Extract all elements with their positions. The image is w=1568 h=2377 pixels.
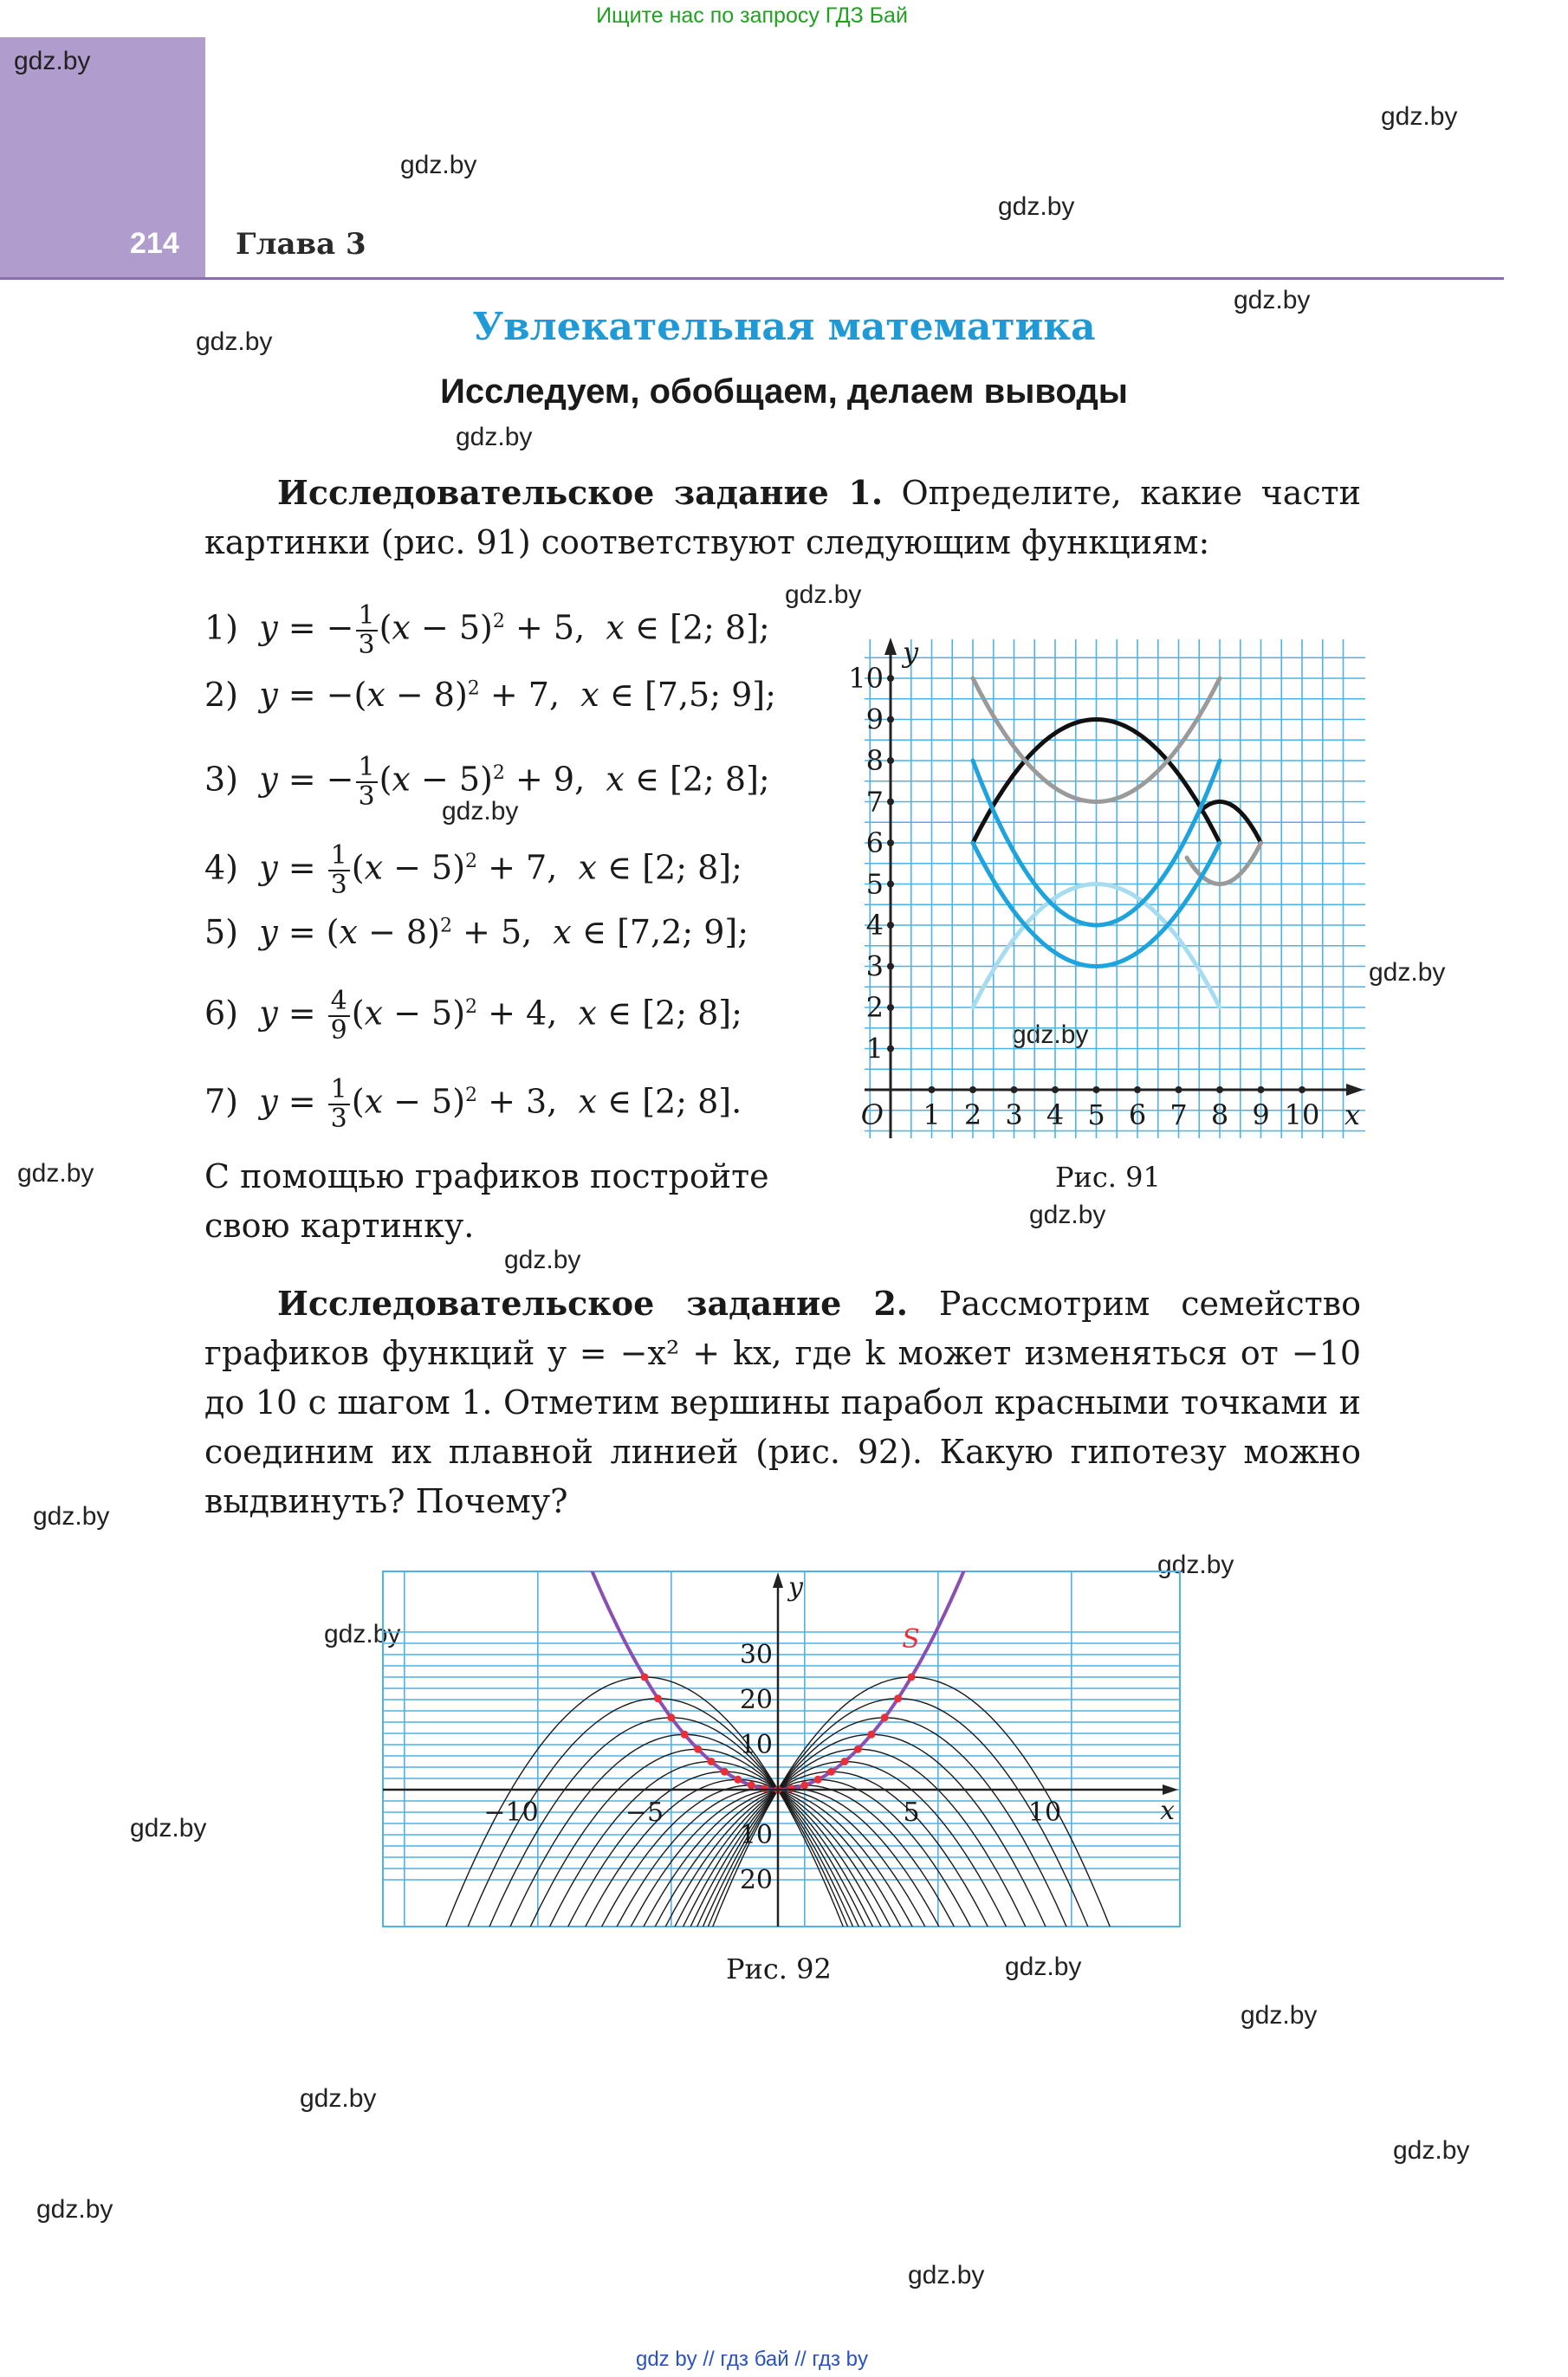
formula-number: 3) bbox=[204, 760, 239, 799]
parabola bbox=[405, 1734, 1178, 2377]
x-tick-label: 8 bbox=[1210, 1098, 1229, 1131]
vertex-point bbox=[814, 1776, 822, 1784]
y-tick-label: 10 bbox=[739, 1730, 773, 1760]
y-tick-dot bbox=[887, 716, 894, 723]
vertex-point bbox=[881, 1713, 889, 1721]
y-tick-label: 9 bbox=[865, 703, 884, 736]
formula-h: 5 bbox=[431, 848, 453, 887]
formula-4: 4) y = $\frac{1}{3}$ $(x - 5)^2 + 7$, x ∈ [2; 8]; bbox=[204, 840, 742, 900]
x-tick-label: 10 bbox=[1027, 1797, 1062, 1828]
vertex-point bbox=[708, 1758, 716, 1765]
formula-number: 1) bbox=[204, 608, 239, 647]
x-tick-dot bbox=[1216, 1086, 1223, 1093]
y-tick-dot bbox=[887, 839, 894, 846]
figure-91 bbox=[848, 632, 1369, 1143]
formula-number: 6) bbox=[204, 994, 239, 1033]
figure-92 bbox=[381, 1570, 1182, 1928]
formula-sign: − bbox=[326, 608, 354, 647]
x-tick-label: 1 bbox=[923, 1098, 941, 1131]
y-tick-label: 4 bbox=[865, 909, 884, 942]
vertex-point bbox=[894, 1694, 902, 1702]
parabola-family bbox=[405, 1677, 1178, 2377]
vertex-point bbox=[641, 1674, 649, 1681]
x-tick-dot bbox=[929, 1086, 936, 1093]
y-tick-label: 6 bbox=[865, 826, 884, 859]
x-axis-label: x bbox=[1344, 1098, 1360, 1131]
formula-domain: [7,5; 9]; bbox=[644, 676, 776, 714]
formula-k: 5 bbox=[553, 608, 575, 647]
formula-fraction: $\frac{1}{3}$ bbox=[328, 1076, 350, 1133]
x-tick-dot bbox=[969, 1086, 976, 1093]
x-tick-label: 5 bbox=[903, 1797, 920, 1828]
formula-domain: [2; 8]. bbox=[642, 1082, 742, 1121]
watermark: gdz.by bbox=[33, 1502, 110, 1531]
x-tick-dot bbox=[1134, 1086, 1141, 1093]
formula-k: 9 bbox=[553, 760, 575, 799]
y-tick-dot bbox=[887, 675, 894, 682]
vertex-point bbox=[667, 1713, 675, 1721]
x-axis-arrow bbox=[1163, 1784, 1178, 1795]
formula-k: 7 bbox=[526, 848, 548, 887]
vertex-point bbox=[800, 1781, 808, 1789]
watermark: gdz.by bbox=[1029, 1201, 1106, 1229]
watermark: gdz.by bbox=[1241, 2001, 1318, 2030]
section-title: Увлекательная математика bbox=[472, 305, 1096, 349]
watermark: gdz.by bbox=[908, 2261, 985, 2290]
vertex-point bbox=[654, 1694, 662, 1702]
watermark: gdz.by bbox=[442, 797, 519, 826]
formula-fraction: $\frac{1}{3}$ bbox=[356, 602, 378, 659]
vertex-point bbox=[761, 1784, 768, 1792]
plot-frame bbox=[383, 1571, 1180, 1927]
watermark: gdz.by bbox=[1234, 286, 1311, 314]
watermark: gdz.by bbox=[130, 1814, 207, 1843]
formula-domain: [2; 8]; bbox=[642, 994, 742, 1033]
task1-paragraph bbox=[204, 468, 1361, 567]
parabola bbox=[405, 1785, 1178, 2377]
vertex-point bbox=[787, 1784, 795, 1792]
y-tick-dot bbox=[887, 1004, 894, 1011]
watermark: gdz.by bbox=[998, 192, 1075, 221]
y-tick-dot bbox=[887, 757, 894, 764]
origin-label: O bbox=[860, 1098, 884, 1131]
formula-k: 5 bbox=[500, 913, 522, 951]
formula-number: 5) bbox=[204, 913, 239, 951]
x-tick-label: 9 bbox=[1252, 1098, 1270, 1131]
section-subtitle: Исследуем, обобщаем, делаем выводы bbox=[440, 372, 1128, 411]
formula-fraction: $\frac{4}{9}$ bbox=[328, 988, 350, 1045]
formula-domain: [7,2; 9]; bbox=[617, 913, 749, 951]
formula-h: 5 bbox=[431, 1082, 453, 1121]
x-axis-label: x bbox=[1160, 1796, 1175, 1826]
watermark: gdz.by bbox=[456, 423, 533, 451]
page-number: 214 bbox=[130, 227, 179, 260]
after-formulas-text: С помощью графиков постройте свою картинку. bbox=[204, 1157, 769, 1245]
watermark: gdz.by bbox=[14, 47, 91, 75]
formula-k: 3 bbox=[526, 1082, 548, 1121]
vertex-point bbox=[748, 1781, 755, 1789]
y-tick-label: 20 bbox=[739, 1685, 773, 1715]
vertex-point bbox=[867, 1731, 875, 1739]
y-tick-label: 10 bbox=[739, 1820, 773, 1850]
formula-h: 5 bbox=[431, 994, 453, 1033]
x-tick-label: 2 bbox=[963, 1098, 982, 1131]
task2-paragraph bbox=[204, 1279, 1361, 1526]
y-tick-label: 30 bbox=[739, 1640, 773, 1670]
y-tick-label: 2 bbox=[865, 991, 884, 1024]
top-banner[interactable]: Ищите нас по запросу ГДЗ Бай bbox=[596, 3, 908, 28]
formula-k: 4 bbox=[526, 994, 548, 1033]
parabola bbox=[405, 1789, 1178, 2377]
watermark: gdz.by bbox=[17, 1159, 94, 1188]
x-tick-label: 4 bbox=[1046, 1098, 1065, 1131]
task2-text: Рассмотрим семейство графиков функций y = −x² + kx, где k может изменяться от −10 до 10 с шагом 1. Отметим вершины парабол красными точками и соединим их плавной линией (рис. 92). Какую гипотезу можно выдвинуть? Почему? bbox=[204, 1285, 1361, 1520]
formula-number: 4) bbox=[204, 848, 239, 887]
x-tick-dot bbox=[1093, 1086, 1100, 1093]
formula-7: 7) y = $\frac{1}{3}$ $(x - 5)^2 + 3$, x ∈ [2; 8]. bbox=[204, 1074, 742, 1134]
vertex-label-s: S bbox=[902, 1624, 920, 1655]
watermark: gdz.by bbox=[400, 151, 477, 179]
watermark: gdz.by bbox=[1393, 2136, 1470, 2165]
y-tick-dot bbox=[887, 799, 894, 806]
task1-label: Исследовательское задание 1. bbox=[277, 473, 884, 512]
formula-number: 2) bbox=[204, 676, 239, 714]
parabola bbox=[405, 1785, 1178, 2377]
formula-6: 6) y = $\frac{4}{9}$ $(x - 5)^2 + 4$, x ∈ [2; 8]; bbox=[204, 986, 742, 1046]
vertex-point bbox=[841, 1758, 849, 1765]
watermark: gdz.by bbox=[1012, 1020, 1089, 1049]
y-tick-dot bbox=[887, 881, 894, 888]
figure-91-caption: Рис. 91 bbox=[1055, 1161, 1161, 1194]
parabola bbox=[405, 1762, 1178, 2377]
chapter-label: Глава 3 bbox=[236, 227, 366, 262]
formula-fraction: $\frac{1}{3}$ bbox=[328, 842, 350, 899]
formula-2: 2) $y = -(x - 8)^2 + 7$, x ∈ [7,5; 9]; bbox=[204, 676, 776, 714]
x-axis-arrow bbox=[1346, 1084, 1364, 1096]
watermark: gdz.by bbox=[300, 2084, 377, 2113]
watermark: gdz.by bbox=[196, 327, 273, 356]
parabola bbox=[405, 1749, 1178, 2377]
parabola bbox=[405, 1790, 1178, 2377]
formula-domain: [2; 8]; bbox=[670, 760, 770, 799]
formula-sign: − bbox=[326, 676, 354, 714]
x-tick-label: −10 bbox=[483, 1797, 539, 1828]
formula-domain: [2; 8]; bbox=[670, 608, 770, 647]
parabola bbox=[405, 1734, 1178, 2377]
x-tick-dot bbox=[1299, 1086, 1306, 1093]
formula-h: 8 bbox=[405, 913, 428, 951]
x-tick-label: 6 bbox=[1128, 1098, 1147, 1131]
y-tick-dot bbox=[887, 1046, 894, 1052]
y-tick-label: 7 bbox=[865, 785, 884, 819]
formula-5: 5) $y = (x - 8)^2 + 5$, x ∈ [7,2; 9]; bbox=[204, 913, 749, 951]
x-tick-dot bbox=[1258, 1086, 1265, 1093]
formula-fraction: $\frac{1}{3}$ bbox=[356, 754, 378, 811]
formula-h: 5 bbox=[458, 608, 481, 647]
y-tick-label: 3 bbox=[865, 949, 884, 983]
formula-domain: [2; 8]; bbox=[642, 848, 742, 887]
vertex-point bbox=[721, 1768, 729, 1776]
vertex-point bbox=[734, 1776, 742, 1784]
x-tick-label: −5 bbox=[625, 1797, 664, 1828]
watermark: gdz.by bbox=[504, 1246, 581, 1274]
y-tick-dot bbox=[887, 922, 894, 929]
parabola bbox=[405, 1789, 1178, 2377]
y-tick-label: 20 bbox=[739, 1865, 773, 1895]
parabola bbox=[405, 1749, 1178, 2377]
formula-3: 3) y = − $\frac{1}{3}$ $(x - 5)^2 + 9$, x ∈ [2; 8]; bbox=[204, 752, 770, 812]
watermark: gdz.by bbox=[1157, 1551, 1234, 1579]
watermark: gdz.by bbox=[36, 2195, 113, 2224]
task2-label: Исследовательское задание 2. bbox=[277, 1284, 909, 1323]
x-tick-label: 10 bbox=[1284, 1098, 1320, 1131]
x-tick-dot bbox=[1052, 1086, 1059, 1093]
header-rule bbox=[0, 277, 1504, 280]
formula-h: 5 bbox=[458, 760, 481, 799]
y-tick-label: 10 bbox=[848, 662, 884, 695]
vertex-point bbox=[681, 1731, 689, 1739]
formula-1: 1) y = − $\frac{1}{3}$ $(x - 5)^2 + 5$, x ∈ [2; 8]; bbox=[204, 600, 770, 660]
watermark: gdz.by bbox=[324, 1620, 401, 1648]
y-tick-label: 5 bbox=[865, 867, 884, 901]
vertex-point bbox=[908, 1674, 916, 1681]
vertex-point bbox=[827, 1768, 835, 1776]
x-tick-label: 5 bbox=[1087, 1098, 1105, 1131]
y-tick-label: 8 bbox=[865, 744, 884, 777]
watermark: gdz.by bbox=[1381, 102, 1458, 131]
formula-sign: − bbox=[326, 760, 354, 799]
vertex-point bbox=[854, 1746, 862, 1753]
x-tick-dot bbox=[1011, 1086, 1018, 1093]
y-tick-dot bbox=[887, 963, 894, 970]
x-tick-label: 7 bbox=[1170, 1098, 1188, 1131]
figure-92-caption: Рис. 92 bbox=[726, 1953, 832, 1985]
x-tick-dot bbox=[1176, 1086, 1182, 1093]
vertex-point bbox=[694, 1746, 702, 1753]
y-axis-label: y bbox=[788, 1572, 803, 1603]
bottom-footer-links[interactable]: gdz by // гдз бай // гдз by bbox=[635, 2348, 869, 2371]
y-axis-arrow bbox=[773, 1572, 783, 1588]
x-tick-label: 3 bbox=[1005, 1098, 1023, 1131]
watermark: gdz.by bbox=[1005, 1953, 1082, 1981]
task1-text: Определите, какие части картинки (рис. 91) соответствуют следующим функциям: bbox=[204, 474, 1361, 561]
watermark: gdz.by bbox=[1369, 958, 1446, 987]
watermark: gdz.by bbox=[785, 580, 862, 609]
y-axis-label: y bbox=[903, 636, 919, 669]
y-tick-label: 1 bbox=[865, 1032, 884, 1065]
parabola bbox=[405, 1762, 1178, 2377]
y-axis-arrow bbox=[884, 638, 897, 655]
formula-h: 8 bbox=[433, 676, 455, 714]
formula-k: 7 bbox=[528, 676, 549, 714]
formula-number: 7) bbox=[204, 1082, 239, 1121]
